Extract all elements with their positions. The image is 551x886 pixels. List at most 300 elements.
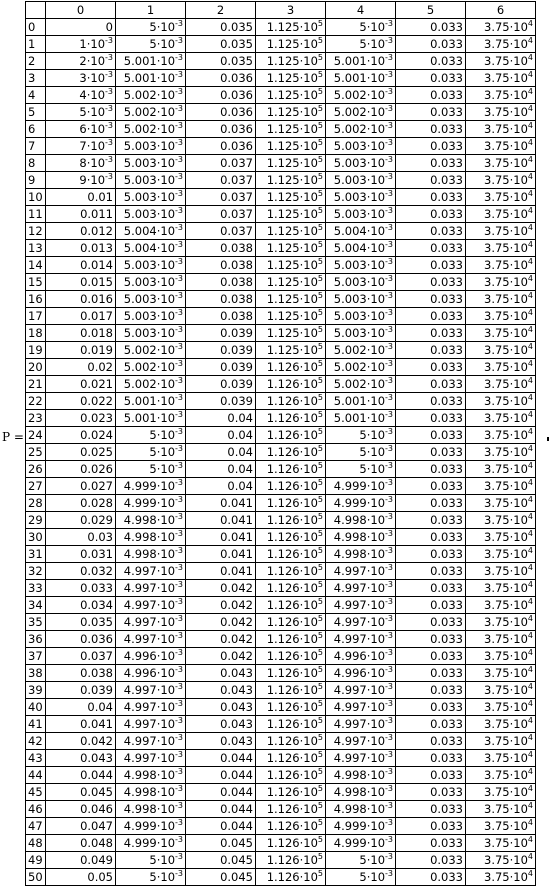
table-cell: $1.126\cdot 10^5$ bbox=[256, 512, 326, 529]
table-cell: $3.75\cdot 10^4$ bbox=[466, 699, 536, 716]
table-cell: $2\cdot 10^{-3}$ bbox=[46, 53, 116, 70]
row-index: 37 bbox=[26, 648, 46, 665]
table-cell: $1.126\cdot 10^5$ bbox=[256, 767, 326, 784]
table-cell: $3.75\cdot 10^4$ bbox=[466, 121, 536, 138]
table-cell: 0.033 bbox=[396, 427, 466, 444]
row-index: 38 bbox=[26, 665, 46, 682]
table-cell: $5.003\cdot 10^{-3}$ bbox=[116, 138, 186, 155]
data-matrix bbox=[25, 1, 536, 886]
table-cell: $4.999\cdot 10^{-3}$ bbox=[326, 835, 396, 852]
table-cell: 0.033 bbox=[396, 495, 466, 512]
table-cell: $4.999\cdot 10^{-3}$ bbox=[326, 495, 396, 512]
table-row bbox=[26, 274, 536, 291]
table-cell: $1.126\cdot 10^5$ bbox=[256, 376, 326, 393]
table-cell: 0.045 bbox=[46, 784, 116, 801]
table-cell: 0.042 bbox=[186, 631, 256, 648]
table-cell: 0.048 bbox=[46, 835, 116, 852]
table-row bbox=[26, 257, 536, 274]
table-cell: 0.037 bbox=[186, 172, 256, 189]
table-cell: 0.019 bbox=[46, 342, 116, 359]
row-index: 28 bbox=[26, 495, 46, 512]
table-cell: 0.037 bbox=[186, 189, 256, 206]
table-cell: 0.033 bbox=[396, 87, 466, 104]
table-cell: $3.75\cdot 10^4$ bbox=[466, 835, 536, 852]
row-index: 18 bbox=[26, 325, 46, 342]
table-cell: 0.04 bbox=[186, 478, 256, 495]
table-cell: 0.035 bbox=[46, 614, 116, 631]
table-cell: 0.033 bbox=[396, 682, 466, 699]
table-row bbox=[26, 393, 536, 410]
table-row bbox=[26, 614, 536, 631]
table-cell: 0.041 bbox=[186, 546, 256, 563]
column-header: 2 bbox=[186, 2, 256, 19]
table-cell: $3.75\cdot 10^4$ bbox=[466, 784, 536, 801]
row-index: 20 bbox=[26, 359, 46, 376]
table-cell: $1.126\cdot 10^5$ bbox=[256, 444, 326, 461]
table-cell: $1.126\cdot 10^5$ bbox=[256, 529, 326, 546]
table-cell: 0.04 bbox=[186, 427, 256, 444]
table-cell: $1.125\cdot 10^5$ bbox=[256, 257, 326, 274]
table-row bbox=[26, 529, 536, 546]
row-index: 48 bbox=[26, 835, 46, 852]
table-cell: $3.75\cdot 10^4$ bbox=[466, 461, 536, 478]
table-cell: $3.75\cdot 10^4$ bbox=[466, 308, 536, 325]
table-cell: 0.038 bbox=[186, 308, 256, 325]
table-cell: $5\cdot 10^{-3}$ bbox=[46, 104, 116, 121]
table-cell: $3.75\cdot 10^4$ bbox=[466, 393, 536, 410]
table-cell: $1.126\cdot 10^5$ bbox=[256, 427, 326, 444]
table-cell: 0.033 bbox=[396, 240, 466, 257]
table-cell: $5.003\cdot 10^{-3}$ bbox=[326, 274, 396, 291]
table-cell: 0.033 bbox=[396, 36, 466, 53]
table-cell: 0.042 bbox=[186, 614, 256, 631]
table-cell: $4.997\cdot 10^{-3}$ bbox=[326, 631, 396, 648]
table-cell: 0.033 bbox=[396, 716, 466, 733]
table-cell: $4.998\cdot 10^{-3}$ bbox=[326, 801, 396, 818]
table-cell: $3.75\cdot 10^4$ bbox=[466, 631, 536, 648]
table-cell: $1.126\cdot 10^5$ bbox=[256, 563, 326, 580]
table-cell: $1.125\cdot 10^5$ bbox=[256, 36, 326, 53]
table-cell: 0.033 bbox=[396, 444, 466, 461]
table-cell: $3.75\cdot 10^4$ bbox=[466, 767, 536, 784]
row-index: 46 bbox=[26, 801, 46, 818]
table-cell: 0.033 bbox=[396, 461, 466, 478]
table-cell: $5\cdot 10^{-3}$ bbox=[116, 869, 186, 886]
table-cell: 0.031 bbox=[46, 546, 116, 563]
table-cell: $1.126\cdot 10^5$ bbox=[256, 869, 326, 886]
table-cell: $3.75\cdot 10^4$ bbox=[466, 87, 536, 104]
table-cell: $1.126\cdot 10^5$ bbox=[256, 784, 326, 801]
table-cell: $1.126\cdot 10^5$ bbox=[256, 716, 326, 733]
table-cell: 0.039 bbox=[186, 393, 256, 410]
table-cell: $5.002\cdot 10^{-3}$ bbox=[326, 376, 396, 393]
table-cell: $3.75\cdot 10^4$ bbox=[466, 172, 536, 189]
table-cell: $6\cdot 10^{-3}$ bbox=[46, 121, 116, 138]
table-cell: $5\cdot 10^{-3}$ bbox=[326, 461, 396, 478]
table-cell: $4.998\cdot 10^{-3}$ bbox=[326, 512, 396, 529]
table-cell: $5\cdot 10^{-3}$ bbox=[326, 19, 396, 36]
table-cell: $1.126\cdot 10^5$ bbox=[256, 495, 326, 512]
table-cell: $1.125\cdot 10^5$ bbox=[256, 308, 326, 325]
table-cell: $4.997\cdot 10^{-3}$ bbox=[116, 614, 186, 631]
table-cell: $5\cdot 10^{-3}$ bbox=[116, 19, 186, 36]
table-cell: $3.75\cdot 10^4$ bbox=[466, 682, 536, 699]
table-cell: $3.75\cdot 10^4$ bbox=[466, 410, 536, 427]
row-index: 6 bbox=[26, 121, 46, 138]
table-cell: 0.033 bbox=[396, 325, 466, 342]
table-cell: $4.997\cdot 10^{-3}$ bbox=[326, 733, 396, 750]
table-cell: 0.027 bbox=[46, 478, 116, 495]
table-cell: $4.996\cdot 10^{-3}$ bbox=[116, 648, 186, 665]
table-cell: $4.997\cdot 10^{-3}$ bbox=[116, 597, 186, 614]
table-cell: 0.041 bbox=[46, 716, 116, 733]
table-row bbox=[26, 580, 536, 597]
table-cell: $3.75\cdot 10^4$ bbox=[466, 818, 536, 835]
table-cell: $4.999\cdot 10^{-3}$ bbox=[116, 495, 186, 512]
table-cell: $4.997\cdot 10^{-3}$ bbox=[116, 716, 186, 733]
table-cell: $3.75\cdot 10^4$ bbox=[466, 614, 536, 631]
table-cell: $4.997\cdot 10^{-3}$ bbox=[326, 580, 396, 597]
table-cell: $3.75\cdot 10^4$ bbox=[466, 189, 536, 206]
table-row bbox=[26, 36, 536, 53]
table-cell: $5\cdot 10^{-3}$ bbox=[326, 444, 396, 461]
table-cell: $4.997\cdot 10^{-3}$ bbox=[116, 631, 186, 648]
table-cell: $1.126\cdot 10^5$ bbox=[256, 801, 326, 818]
table-cell: $5.003\cdot 10^{-3}$ bbox=[116, 325, 186, 342]
table-cell: $3.75\cdot 10^4$ bbox=[466, 359, 536, 376]
table-cell: 0.028 bbox=[46, 495, 116, 512]
table-cell: $5\cdot 10^{-3}$ bbox=[116, 852, 186, 869]
table-cell: 0.033 bbox=[396, 121, 466, 138]
table-cell: $4.998\cdot 10^{-3}$ bbox=[326, 529, 396, 546]
table-cell: $5.002\cdot 10^{-3}$ bbox=[116, 87, 186, 104]
table-cell: $1.125\cdot 10^5$ bbox=[256, 291, 326, 308]
table-row bbox=[26, 716, 536, 733]
table-cell: $4.997\cdot 10^{-3}$ bbox=[116, 682, 186, 699]
table-cell: $1.126\cdot 10^5$ bbox=[256, 818, 326, 835]
table-cell: $4.997\cdot 10^{-3}$ bbox=[326, 716, 396, 733]
row-index: 33 bbox=[26, 580, 46, 597]
table-cell: $4.998\cdot 10^{-3}$ bbox=[326, 784, 396, 801]
row-index: 8 bbox=[26, 155, 46, 172]
table-cell: 0.044 bbox=[186, 801, 256, 818]
row-index: 10 bbox=[26, 189, 46, 206]
table-cell: $3.75\cdot 10^4$ bbox=[466, 70, 536, 87]
table-cell: $3.75\cdot 10^4$ bbox=[466, 104, 536, 121]
table-cell: $5.003\cdot 10^{-3}$ bbox=[116, 274, 186, 291]
table-cell: 0.033 bbox=[396, 342, 466, 359]
table-cell: 0.038 bbox=[186, 240, 256, 257]
row-index: 2 bbox=[26, 53, 46, 70]
table-cell: 0.042 bbox=[186, 648, 256, 665]
table-cell: 0.037 bbox=[186, 223, 256, 240]
table-cell: $4.998\cdot 10^{-3}$ bbox=[116, 529, 186, 546]
row-index: 43 bbox=[26, 750, 46, 767]
table-cell: $4.996\cdot 10^{-3}$ bbox=[326, 648, 396, 665]
table-cell: $5.003\cdot 10^{-3}$ bbox=[326, 138, 396, 155]
table-cell: 0.039 bbox=[46, 682, 116, 699]
table-cell: $4\cdot 10^{-3}$ bbox=[46, 87, 116, 104]
table-cell: 0.018 bbox=[46, 325, 116, 342]
table-cell: $3.75\cdot 10^4$ bbox=[466, 53, 536, 70]
row-index: 5 bbox=[26, 104, 46, 121]
table-cell: $3.75\cdot 10^4$ bbox=[466, 206, 536, 223]
table-cell: $5\cdot 10^{-3}$ bbox=[116, 36, 186, 53]
table-cell: 0.039 bbox=[186, 342, 256, 359]
table-row bbox=[26, 869, 536, 886]
table-cell: 0.033 bbox=[396, 223, 466, 240]
table-cell: 0.033 bbox=[396, 546, 466, 563]
table-cell: 0.012 bbox=[46, 223, 116, 240]
table-cell: $3.75\cdot 10^4$ bbox=[466, 274, 536, 291]
row-index: 45 bbox=[26, 784, 46, 801]
table-cell: 0.05 bbox=[46, 869, 116, 886]
table-cell: $4.998\cdot 10^{-3}$ bbox=[116, 546, 186, 563]
table-cell: $5.003\cdot 10^{-3}$ bbox=[326, 189, 396, 206]
table-cell: 0.033 bbox=[396, 257, 466, 274]
table-cell: $3.75\cdot 10^4$ bbox=[466, 580, 536, 597]
table-cell: $5.003\cdot 10^{-3}$ bbox=[116, 308, 186, 325]
table-cell: $1.125\cdot 10^5$ bbox=[256, 206, 326, 223]
row-index: 50 bbox=[26, 869, 46, 886]
table-cell: 0.033 bbox=[396, 291, 466, 308]
table-cell: 0.033 bbox=[396, 665, 466, 682]
table-row bbox=[26, 223, 536, 240]
table-cell: $5.002\cdot 10^{-3}$ bbox=[116, 359, 186, 376]
table-cell: $1.125\cdot 10^5$ bbox=[256, 70, 326, 87]
row-index: 9 bbox=[26, 172, 46, 189]
table-cell: $3.75\cdot 10^4$ bbox=[466, 495, 536, 512]
table-cell: 0.033 bbox=[396, 529, 466, 546]
table-cell: 0.033 bbox=[46, 580, 116, 597]
table-cell: $4.997\cdot 10^{-3}$ bbox=[326, 682, 396, 699]
table-cell: 0.039 bbox=[186, 325, 256, 342]
table-cell: $5.003\cdot 10^{-3}$ bbox=[116, 257, 186, 274]
table-cell: $4.998\cdot 10^{-3}$ bbox=[326, 767, 396, 784]
table-cell: $3.75\cdot 10^4$ bbox=[466, 376, 536, 393]
table-cell: 0.014 bbox=[46, 257, 116, 274]
table-row bbox=[26, 138, 536, 155]
table-cell: 0.039 bbox=[186, 376, 256, 393]
table-cell: $5.004\cdot 10^{-3}$ bbox=[116, 223, 186, 240]
table-row bbox=[26, 70, 536, 87]
table-cell: 0.043 bbox=[186, 665, 256, 682]
table-cell: 0.033 bbox=[396, 104, 466, 121]
table-cell: $5.003\cdot 10^{-3}$ bbox=[116, 206, 186, 223]
table-cell: 0.033 bbox=[396, 869, 466, 886]
table-cell: $1.126\cdot 10^5$ bbox=[256, 597, 326, 614]
table-cell: $5\cdot 10^{-3}$ bbox=[326, 852, 396, 869]
table-cell: 0.033 bbox=[396, 597, 466, 614]
table-cell: $5.003\cdot 10^{-3}$ bbox=[116, 291, 186, 308]
row-index: 19 bbox=[26, 342, 46, 359]
row-index: 42 bbox=[26, 733, 46, 750]
table-cell: 0.033 bbox=[396, 138, 466, 155]
table-row bbox=[26, 155, 536, 172]
table-cell: $5.002\cdot 10^{-3}$ bbox=[116, 376, 186, 393]
column-header: 1 bbox=[116, 2, 186, 19]
table-cell: $1.125\cdot 10^5$ bbox=[256, 274, 326, 291]
table-cell: 0.042 bbox=[186, 597, 256, 614]
table-cell: 0.049 bbox=[46, 852, 116, 869]
table-cell: $3.75\cdot 10^4$ bbox=[466, 257, 536, 274]
table-cell: 0.03 bbox=[46, 529, 116, 546]
table-cell: 0.044 bbox=[186, 818, 256, 835]
table-cell: 0.036 bbox=[186, 121, 256, 138]
table-cell: $5.002\cdot 10^{-3}$ bbox=[326, 104, 396, 121]
table-cell: 0.044 bbox=[46, 767, 116, 784]
column-header-row bbox=[26, 2, 536, 19]
table-cell: 0.033 bbox=[396, 70, 466, 87]
table-cell: $3.75\cdot 10^4$ bbox=[466, 444, 536, 461]
table-row bbox=[26, 750, 536, 767]
table-row bbox=[26, 104, 536, 121]
table-cell: $5.002\cdot 10^{-3}$ bbox=[116, 342, 186, 359]
table-cell: $1.125\cdot 10^5$ bbox=[256, 342, 326, 359]
table-cell: $4.997\cdot 10^{-3}$ bbox=[116, 733, 186, 750]
table-cell: $5.001\cdot 10^{-3}$ bbox=[326, 410, 396, 427]
table-cell: $1.126\cdot 10^5$ bbox=[256, 699, 326, 716]
row-index: 17 bbox=[26, 308, 46, 325]
table-cell: 0.033 bbox=[396, 818, 466, 835]
table-cell: 0.033 bbox=[396, 733, 466, 750]
table-cell: 0.036 bbox=[186, 138, 256, 155]
table-row bbox=[26, 121, 536, 138]
table-cell: $1.126\cdot 10^5$ bbox=[256, 393, 326, 410]
table-cell: $5.002\cdot 10^{-3}$ bbox=[326, 359, 396, 376]
column-header: 4 bbox=[326, 2, 396, 19]
column-header: 6 bbox=[466, 2, 536, 19]
row-index: 39 bbox=[26, 682, 46, 699]
table-row bbox=[26, 546, 536, 563]
table-row bbox=[26, 597, 536, 614]
table-cell: $1.125\cdot 10^5$ bbox=[256, 121, 326, 138]
table-row bbox=[26, 801, 536, 818]
table-cell: 0.033 bbox=[396, 631, 466, 648]
table-cell: 0.037 bbox=[186, 155, 256, 172]
table-row bbox=[26, 19, 536, 36]
table-cell: 0.042 bbox=[186, 580, 256, 597]
row-index: 44 bbox=[26, 767, 46, 784]
table-cell: 0.033 bbox=[396, 750, 466, 767]
table-cell: $4.997\cdot 10^{-3}$ bbox=[116, 699, 186, 716]
table-cell: 0.013 bbox=[46, 240, 116, 257]
table-cell: $1.126\cdot 10^5$ bbox=[256, 665, 326, 682]
table-cell: 0.035 bbox=[186, 36, 256, 53]
table-cell: 0.033 bbox=[396, 189, 466, 206]
table-cell: $8\cdot 10^{-3}$ bbox=[46, 155, 116, 172]
table-cell: $1.125\cdot 10^5$ bbox=[256, 19, 326, 36]
table-cell: $5.003\cdot 10^{-3}$ bbox=[326, 172, 396, 189]
row-index: 7 bbox=[26, 138, 46, 155]
table-row bbox=[26, 325, 536, 342]
table-cell: $3.75\cdot 10^4$ bbox=[466, 869, 536, 886]
table-cell: $3.75\cdot 10^4$ bbox=[466, 546, 536, 563]
table-row bbox=[26, 53, 536, 70]
table-cell: 0.033 bbox=[396, 648, 466, 665]
table-cell: 0.017 bbox=[46, 308, 116, 325]
table-cell: $1.126\cdot 10^5$ bbox=[256, 733, 326, 750]
table-cell: 0.038 bbox=[186, 257, 256, 274]
table-cell: 0.033 bbox=[396, 580, 466, 597]
table-row bbox=[26, 189, 536, 206]
table-cell: $5.002\cdot 10^{-3}$ bbox=[116, 104, 186, 121]
table-cell: 0.033 bbox=[396, 835, 466, 852]
table-row bbox=[26, 818, 536, 835]
table-row bbox=[26, 376, 536, 393]
table-cell: $5\cdot 10^{-3}$ bbox=[116, 461, 186, 478]
table-cell: $4.998\cdot 10^{-3}$ bbox=[116, 512, 186, 529]
table-cell: $5.002\cdot 10^{-3}$ bbox=[326, 87, 396, 104]
table-cell: 0.033 bbox=[396, 19, 466, 36]
table-cell: $1.125\cdot 10^5$ bbox=[256, 155, 326, 172]
table-cell: $1.126\cdot 10^5$ bbox=[256, 478, 326, 495]
table-cell: $5\cdot 10^{-3}$ bbox=[116, 427, 186, 444]
table-cell: $1.126\cdot 10^5$ bbox=[256, 546, 326, 563]
column-header: 3 bbox=[256, 2, 326, 19]
table-cell: $5.003\cdot 10^{-3}$ bbox=[326, 257, 396, 274]
row-index: 15 bbox=[26, 274, 46, 291]
table-cell: 0.015 bbox=[46, 274, 116, 291]
table-cell: 0.045 bbox=[186, 869, 256, 886]
table-cell: 0.046 bbox=[46, 801, 116, 818]
table-cell: 0.037 bbox=[46, 648, 116, 665]
table-cell: $5\cdot 10^{-3}$ bbox=[326, 36, 396, 53]
table-row bbox=[26, 699, 536, 716]
table-cell: $9\cdot 10^{-3}$ bbox=[46, 172, 116, 189]
table-cell: $4.997\cdot 10^{-3}$ bbox=[116, 750, 186, 767]
row-index: 23 bbox=[26, 410, 46, 427]
table-cell: $4.997\cdot 10^{-3}$ bbox=[326, 750, 396, 767]
table-cell: 0.033 bbox=[396, 512, 466, 529]
table-cell: 0.026 bbox=[46, 461, 116, 478]
table-cell: 0.042 bbox=[46, 733, 116, 750]
row-index: 32 bbox=[26, 563, 46, 580]
table-cell: 0.033 bbox=[396, 478, 466, 495]
table-cell: 0.035 bbox=[186, 19, 256, 36]
table-cell: $5.002\cdot 10^{-3}$ bbox=[326, 121, 396, 138]
table-cell: 0.021 bbox=[46, 376, 116, 393]
table-cell: 0.033 bbox=[396, 801, 466, 818]
table-cell: $3.75\cdot 10^4$ bbox=[466, 529, 536, 546]
table-cell: $5.002\cdot 10^{-3}$ bbox=[326, 342, 396, 359]
table-cell: 0.016 bbox=[46, 291, 116, 308]
table-cell: 0.033 bbox=[396, 308, 466, 325]
table-cell: 0.04 bbox=[186, 444, 256, 461]
table-cell: $5.003\cdot 10^{-3}$ bbox=[326, 155, 396, 172]
table-cell: 0.033 bbox=[396, 359, 466, 376]
table-cell: 0.044 bbox=[186, 784, 256, 801]
table-cell: 0.041 bbox=[186, 529, 256, 546]
table-cell: $4.997\cdot 10^{-3}$ bbox=[116, 563, 186, 580]
table-cell: 0.033 bbox=[396, 852, 466, 869]
table-row bbox=[26, 308, 536, 325]
table-cell: 0.038 bbox=[186, 291, 256, 308]
table-row bbox=[26, 87, 536, 104]
table-cell: 0.044 bbox=[186, 750, 256, 767]
table-cell: $3.75\cdot 10^4$ bbox=[466, 665, 536, 682]
table-cell: 0.033 bbox=[396, 784, 466, 801]
table-cell: 0.033 bbox=[396, 614, 466, 631]
table-cell: $4.996\cdot 10^{-3}$ bbox=[326, 665, 396, 682]
table-cell: 0.036 bbox=[186, 104, 256, 121]
table-cell: $5.002\cdot 10^{-3}$ bbox=[116, 121, 186, 138]
table-row bbox=[26, 682, 536, 699]
table-cell: $4.998\cdot 10^{-3}$ bbox=[116, 767, 186, 784]
table-cell: $5.004\cdot 10^{-3}$ bbox=[326, 240, 396, 257]
table-cell: $3.75\cdot 10^4$ bbox=[466, 597, 536, 614]
table-row bbox=[26, 206, 536, 223]
